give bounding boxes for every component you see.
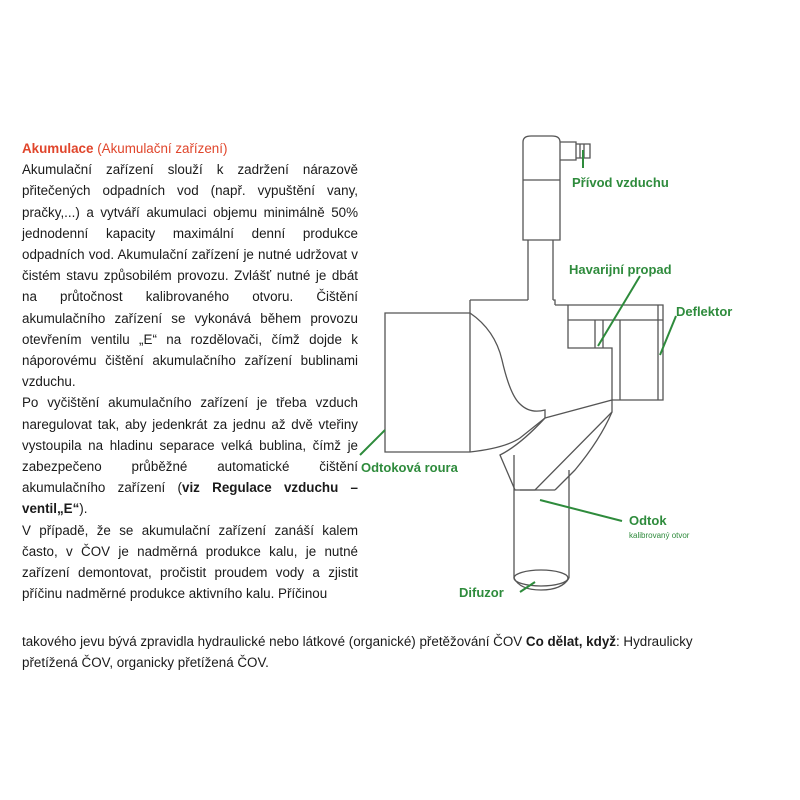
leader-overflow: [598, 276, 640, 346]
section-subtitle: (Akumulační zařízení): [97, 141, 228, 156]
label-diffuser: Difuzor: [459, 585, 504, 600]
label-outlet: Odtok: [629, 513, 667, 528]
label-air-inlet: Přívod vzduchu: [572, 175, 669, 190]
deflector-box: [555, 305, 663, 400]
body-upper: [470, 300, 555, 320]
tail-bold: Co dělat, když: [525, 634, 616, 649]
section-title: Akumulace: [22, 141, 94, 156]
lower-pipe: [514, 455, 569, 578]
cone: [500, 400, 612, 490]
outlet-pipe: [385, 313, 545, 452]
air-inlet-nipple: [560, 142, 576, 160]
tail-end: : Hydraulicky: [615, 634, 693, 649]
label-outlet-note: kalibrovaný otvor: [629, 531, 690, 540]
air-inlet-cap: [523, 136, 560, 240]
air-tube: [528, 240, 553, 300]
label-deflector: Deflektor: [676, 304, 733, 319]
paragraph-2-bold: viz Regulace vzduchu – ventil„E“: [22, 480, 358, 517]
tail-cont: takového jevu bývá zpravidla hydraulické nebo látkové (organické) přetěžování ČOV: [22, 634, 523, 649]
label-emergency-overflow: Havarijní propad: [569, 262, 672, 277]
diagram-outline: [385, 136, 663, 590]
leader-outlet-pipe: [360, 430, 385, 455]
diffuser: [514, 570, 568, 586]
tail-line-2: přetížená ČOV, organicky přetížená ČOV.: [22, 655, 269, 671]
leader-outlet: [540, 500, 622, 521]
paragraph-2-end: ).: [79, 501, 88, 517]
paragraph-1: Akumulační zařízení slouží k zadržení nárazově přitečených odpadních vod (např. vypuštění vany, pračky,...) a vytváří akumulaci objemu minimálně 50% jednodenní kapacity maximální denní produkce odpadních vod. Akumulační zařízení je nutné udržovat v čistém stavu způsobilém provozu. Zvlášť nutné je dbát na průtočnost kalibrovaného otvoru. Čištění akumulačního zařízení se vykonává během provozu otevřením ventilu „E“ na rozdělovači, čímž dojde k náporovému čištění akumulačního zařízení bublinami vzduchu.: [22, 162, 358, 390]
paragraph-2-start: Po vyčištění akumulačního zařízení je třeba vzduch naregulovat tak, aby jedenkrát za jednu až dvě vteřiny vystoupila na hladinu separace velká bublina, čímž je zabezpečeno průběžné automatické čištění akumulačního zařízení (: [22, 395, 358, 496]
label-outlet-pipe: Odtoková roura: [361, 460, 458, 475]
paragraph-3: V případě, že se akumulační zařízení zanáší kalem často, v ČOV je nadměrná produkce kalu, je nutné zařízení demontovat, pročistit proudem vody a zjistit příčinu nadměrné produkce aktivního kalu. Příčinou: [22, 522, 358, 602]
